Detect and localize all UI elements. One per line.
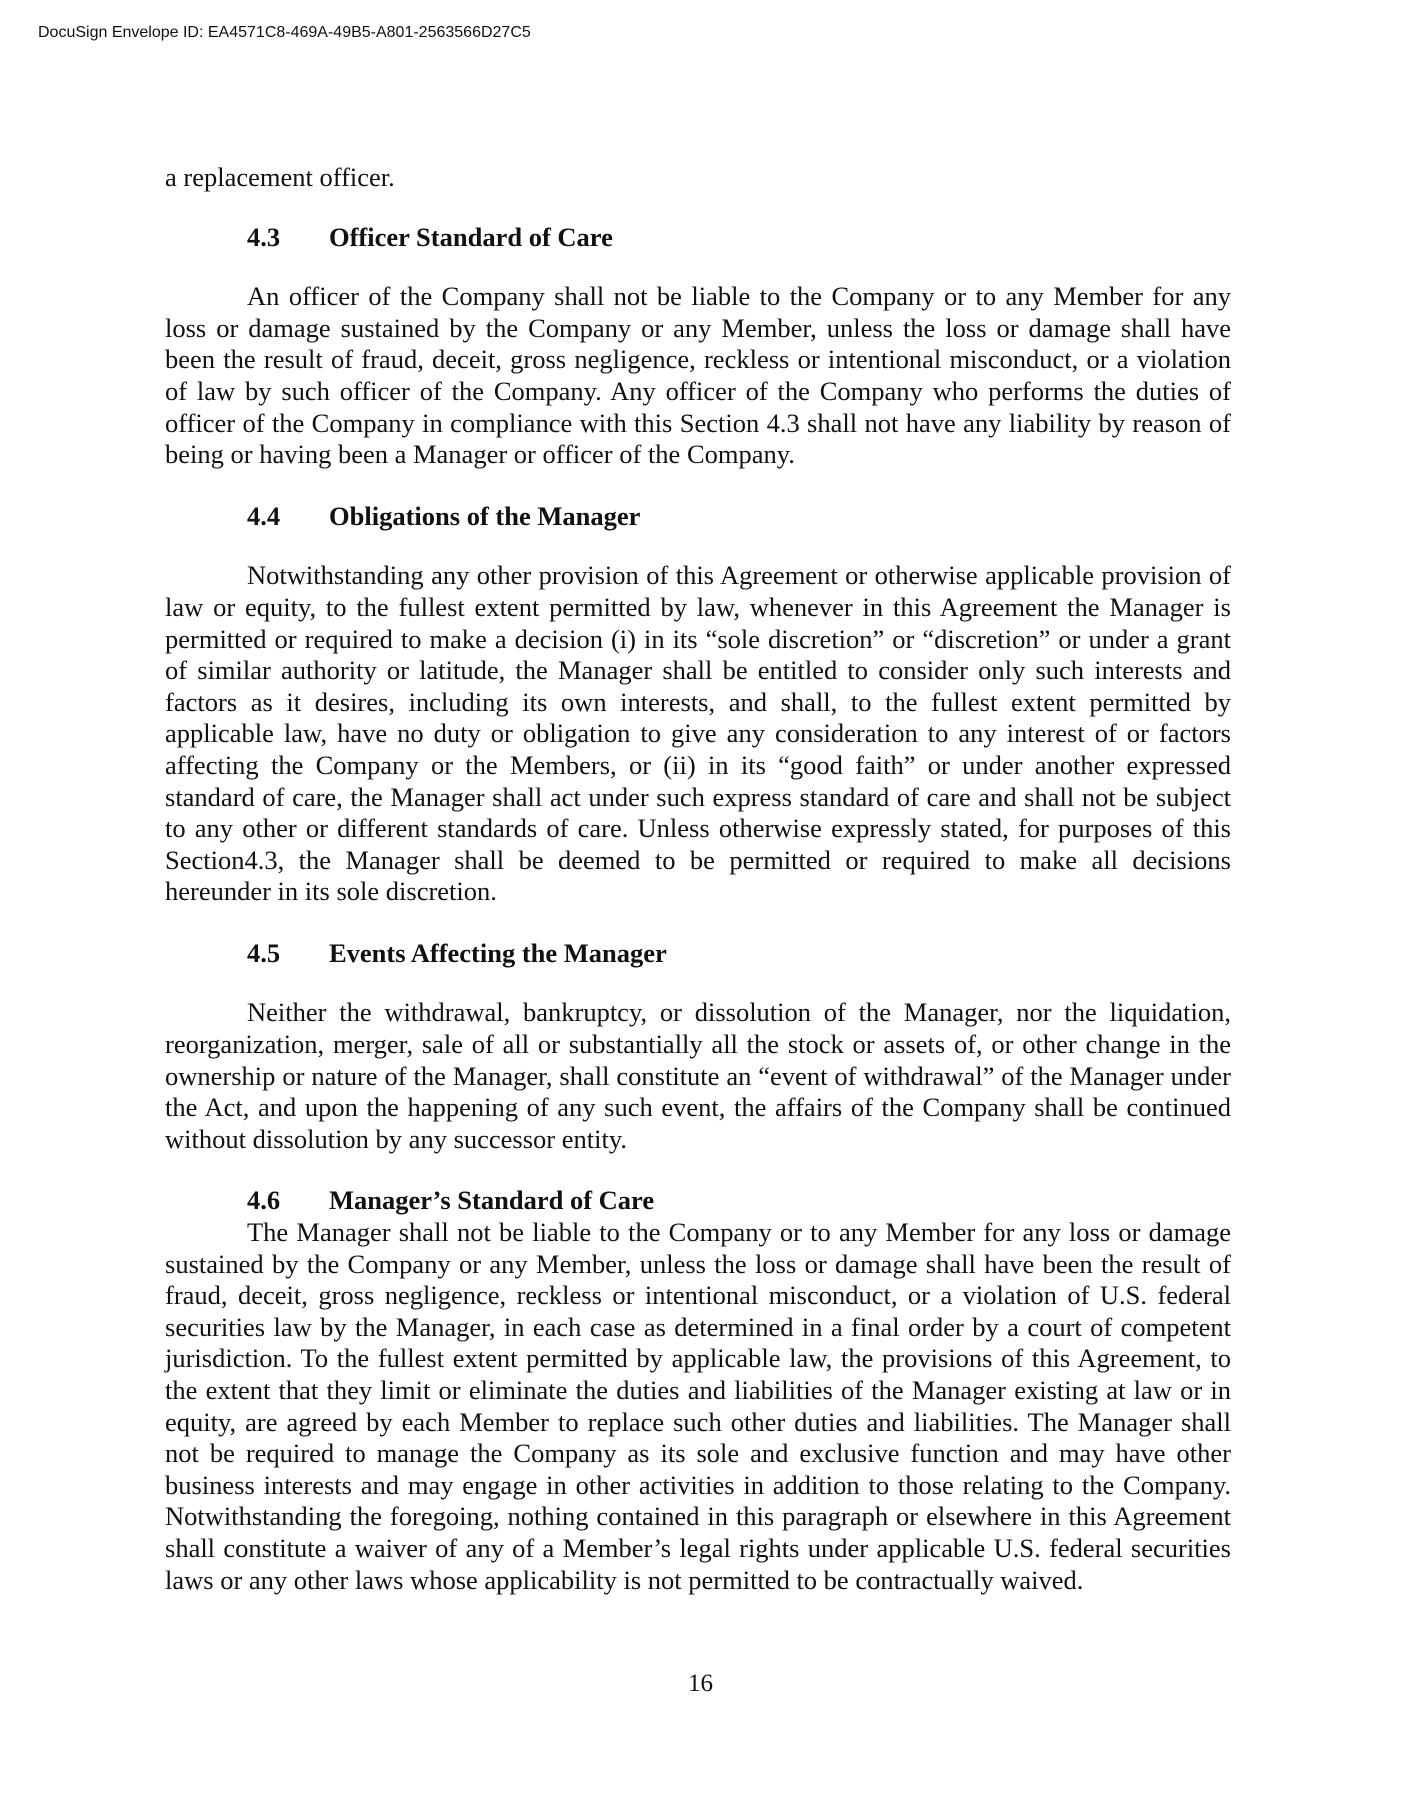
- section-body-4-5: Neither the withdrawal, bankruptcy, or dissolution of the Manager, nor the liquidation, reorganization, merger, sale of all or substantially all the stock or assets of, or other change in the ownership or nature of the Manager, shall constitute an “event of withdrawal” of the Manager under the Act, and upon the happening of any such event, the affairs of the Company shall be continued without dissolution by any successor entity.: [165, 997, 1231, 1154]
- section-number: 4.4: [247, 500, 281, 531]
- section-title: Obligations of the Manager: [329, 500, 641, 531]
- section-heading-4-5: [165, 938, 1231, 970]
- intro-fragment: a replacement officer.: [165, 162, 395, 192]
- section-body-4-4: Notwithstanding any other provision of this Agreement or otherwise applicable provision of law or equity, to the fullest extent permitted by law, whenever in this Agreement the Manager is permitted or required to make a decision (i) in its “sole discretion” or “discretion” or under a grant of similar authority or latitude, the Manager shall be entitled to consider only such interests and factors as it desires, including its own interests, and shall, to the fullest extent permitted by applicable law, have no duty or obligation to give any consideration to any interest of or factors affecting the Company or the Members, or (ii) in its “good faith” or under another expressed standard of care, the Manager shall act under such express standard of care and shall not be subject to any other or different standards of care. Unless otherwise expressly stated, for purposes of this Section4.3, the Manager shall be deemed to be permitted or required to make all decisions hereunder in its sole discretion.: [165, 560, 1231, 907]
- section-number: 4.3: [247, 221, 281, 252]
- section-body-4-3: An officer of the Company shall not be liable to the Company or to any Member for any loss or damage sustained by the Company or any Member, unless the loss or damage shall have been the result of fraud, deceit, gross negligence, reckless or intentional misconduct, or a violation of law by such officer of the Company. Any officer of the Company who performs the duties of officer of the Company in compliance with this Section 4.3 shall not have any liability by reason of being or having been a Manager or officer of the Company.: [165, 281, 1231, 470]
- section-heading-4-3: [165, 222, 1231, 254]
- section-title: Events Affecting the Manager: [329, 937, 667, 968]
- section-title: Officer Standard of Care: [329, 221, 613, 252]
- section-heading-4-4: [165, 501, 1231, 533]
- docusign-envelope-id: DocuSign Envelope ID: EA4571C8-469A-49B5-A801-2563566D27C5: [38, 24, 531, 41]
- section-number: 4.5: [247, 937, 281, 968]
- page-number: 16: [688, 1670, 713, 1697]
- section-body-4-6: The Manager shall not be liable to the Company or to any Member for any loss or damage sustained by the Company or any Member, unless the loss or damage shall have been the result of fraud, deceit, gross negligence, reckless or intentional misconduct, or a violation of U.S. federal securities law by the Manager, in each case as determined in a final order by a court of competent jurisdiction. To the fullest extent permitted by applicable law, the provisions of this Agreement, to the extent that they limit or eliminate the duties and liabilities of the Manager existing at law or in equity, are agreed by each Member to replace such other duties and liabilities. The Manager shall not be required to manage the Company as its sole and exclusive function and may have other business interests and may engage in other activities in addition to those relating to the Company. Notwithstanding the foregoing, nothing contained in this paragraph or elsewhere in this Agreement shall constitute a waiver of any of a Member’s legal rights under applicable U.S. federal securities laws or any other laws whose applicability is not permitted to be contractually waived.: [165, 1217, 1231, 1595]
- section-title: Manager’s Standard of Care: [329, 1185, 655, 1216]
- document-page: [165, 162, 1231, 1596]
- section-number: 4.6: [247, 1185, 281, 1216]
- section-heading-4-6: [165, 1185, 1231, 1217]
